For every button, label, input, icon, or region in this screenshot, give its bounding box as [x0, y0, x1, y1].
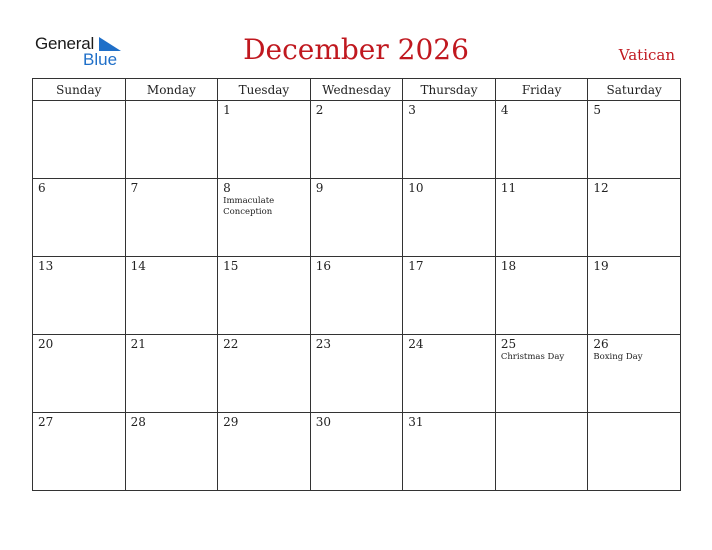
day-number: 8 — [223, 181, 231, 195]
day-cell — [588, 257, 681, 335]
day-cell — [403, 179, 496, 257]
day-cell — [588, 335, 681, 413]
weekday-header: Thursday — [403, 79, 496, 101]
day-number: 9 — [315, 181, 324, 195]
holiday-label: Christmas Day — [500, 352, 565, 362]
day-cell — [495, 335, 588, 413]
day-cell — [125, 257, 218, 335]
day-number: 4 — [500, 103, 509, 117]
day-cell — [33, 413, 126, 491]
day-number: 2 — [315, 103, 324, 117]
day-cell — [310, 101, 403, 179]
day-number: 13 — [38, 259, 54, 273]
day-number: 7 — [130, 181, 139, 195]
day-cell — [33, 335, 126, 413]
day-cell — [218, 257, 311, 335]
day-cell — [218, 101, 311, 179]
day-cell — [495, 257, 588, 335]
day-number — [496, 413, 588, 415]
day-number: 15 — [223, 259, 239, 273]
day-cell — [33, 179, 126, 257]
week-row — [33, 179, 681, 257]
brand-logo — [35, 34, 130, 70]
day-number: 30 — [315, 415, 331, 429]
weekday-header: Monday — [125, 79, 218, 101]
day-number: 19 — [593, 259, 609, 273]
day-cell — [125, 413, 218, 491]
logo-text-general: General — [35, 34, 95, 53]
day-cell — [495, 101, 588, 179]
day-number: 26 — [593, 337, 609, 351]
day-number: 20 — [38, 337, 54, 351]
day-number: 11 — [500, 181, 517, 195]
day-number: 31 — [408, 415, 424, 429]
day-number: 16 — [315, 259, 331, 273]
day-cell — [125, 179, 218, 257]
day-number — [33, 101, 125, 103]
day-number: 24 — [408, 337, 424, 351]
flag-triangle-icon — [99, 37, 121, 51]
day-cell — [495, 413, 588, 491]
day-number: 14 — [130, 259, 146, 273]
country-label: Vatican — [618, 46, 675, 64]
day-cell — [403, 413, 496, 491]
weekday-header: Sunday — [33, 79, 126, 101]
day-cell — [310, 335, 403, 413]
weekday-header: Saturday — [588, 79, 681, 101]
day-cell — [218, 413, 311, 491]
day-cell — [310, 179, 403, 257]
week-row — [33, 335, 681, 413]
day-number — [588, 413, 680, 415]
holiday-label: Immaculate Conception — [223, 196, 275, 217]
logo-text-blue: Blue — [83, 50, 118, 69]
day-cell — [403, 101, 496, 179]
weekday-header: Friday — [495, 79, 588, 101]
day-cell — [403, 257, 496, 335]
day-number: 21 — [130, 337, 146, 351]
day-number: 25 — [500, 337, 517, 351]
day-cell — [125, 101, 218, 179]
day-number: 29 — [223, 415, 239, 429]
weekday-header: Wednesday — [310, 79, 403, 101]
day-cell — [588, 179, 681, 257]
day-number: 23 — [315, 337, 331, 351]
day-number: 12 — [593, 181, 609, 195]
calendar-grid — [32, 78, 681, 491]
week-row — [33, 413, 681, 491]
day-number: 18 — [500, 259, 517, 273]
day-number: 6 — [38, 181, 46, 195]
day-number: 3 — [408, 103, 416, 117]
day-cell — [218, 335, 311, 413]
day-cell — [588, 413, 681, 491]
day-number — [126, 101, 218, 103]
day-number: 1 — [223, 103, 231, 117]
day-cell — [588, 101, 681, 179]
day-cell — [33, 257, 126, 335]
day-cell — [495, 179, 588, 257]
day-cell — [125, 335, 218, 413]
calendar-title: December 2026 — [243, 33, 469, 66]
day-number: 27 — [38, 415, 54, 429]
day-cell — [310, 413, 403, 491]
weekday-header-row — [33, 79, 681, 101]
day-number: 28 — [130, 415, 146, 429]
day-number: 5 — [593, 103, 602, 117]
holiday-label: Boxing Day — [593, 352, 643, 362]
day-cell — [403, 335, 496, 413]
day-number: 10 — [408, 181, 424, 195]
weekday-header: Tuesday — [218, 79, 311, 101]
day-number: 22 — [223, 337, 239, 351]
day-number: 17 — [408, 259, 424, 273]
day-cell — [33, 101, 126, 179]
day-cell — [218, 179, 311, 257]
day-cell — [310, 257, 403, 335]
week-row — [33, 257, 681, 335]
week-row — [33, 101, 681, 179]
